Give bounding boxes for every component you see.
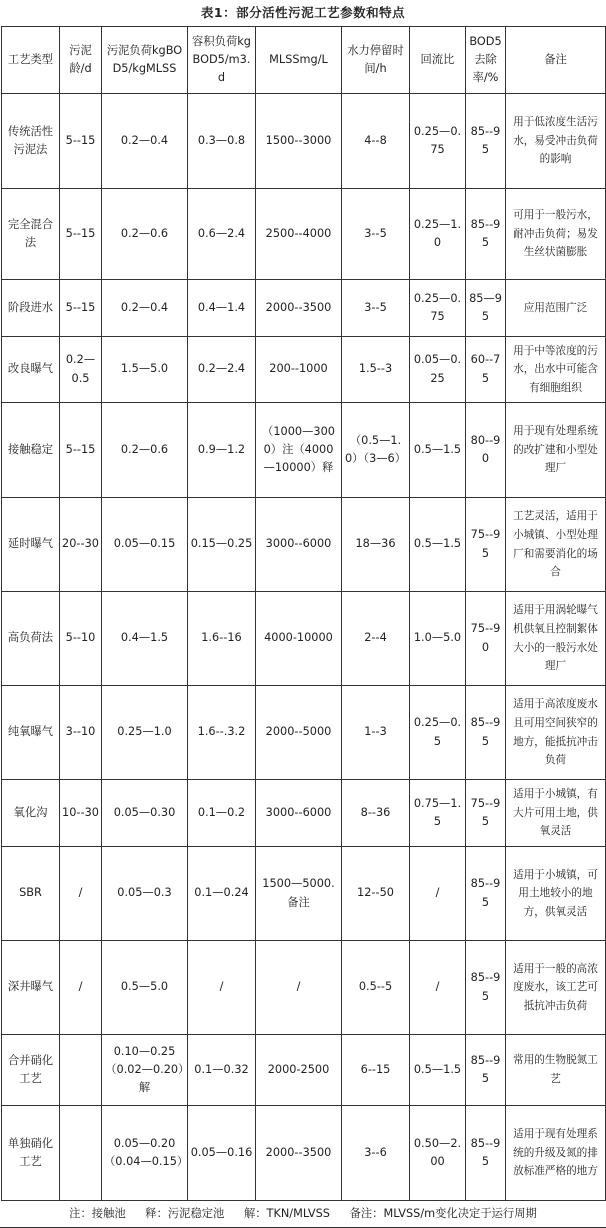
- table-row: [2, 1035, 606, 1106]
- cell-mlss: 3000--6000: [256, 498, 342, 592]
- cell-return-ratio: 0.5—1.5: [410, 403, 466, 498]
- cell-remarks: 工艺灵活，适用于小城镇、小型处理厂和需要消化的场合: [506, 498, 606, 592]
- cell-hrt: 3--6: [342, 1106, 410, 1201]
- cell-return-ratio: 0.5—1.5: [410, 1035, 466, 1106]
- cell-volume-load: 0.15—0.25: [188, 498, 256, 592]
- table-row: [2, 498, 606, 592]
- cell-remarks: 应用范围广泛: [506, 280, 606, 337]
- cell-remarks: 常用的生物脱氮工艺: [506, 1035, 606, 1106]
- cell-bod-removal: 85--95: [466, 189, 506, 280]
- header-bod-removal: BOD5去除率/%: [466, 27, 506, 94]
- cell-return-ratio: 0.25—0.75: [410, 94, 466, 189]
- cell-mlss: 2000--3500: [256, 280, 342, 337]
- header-volume-load: 容积负荷kgBOD5/m3.d: [188, 27, 256, 94]
- cell-remarks: 适用于现有处理系统的升级及氮的排放标准严格的地方: [506, 1106, 606, 1201]
- cell-remarks: 用于现有处理系统的改扩建和小型处理厂: [506, 403, 606, 498]
- cell-hrt: 1--3: [342, 686, 410, 780]
- cell-bod-removal: 75--95: [466, 498, 506, 592]
- header-mlss: MLSSmg/L: [256, 27, 342, 94]
- cell-sludge-age: /: [60, 941, 102, 1035]
- header-sludge-age: 污泥龄/d: [60, 27, 102, 94]
- table-row: [2, 337, 606, 403]
- cell-sludge-load: 0.25—1.0: [102, 686, 188, 780]
- cell-return-ratio: 0.25—1.0: [410, 189, 466, 280]
- cell-sludge-age: 5--15: [60, 189, 102, 280]
- table-row: [2, 592, 606, 686]
- cell-volume-load: 0.1—0.24: [188, 847, 256, 941]
- cell-sludge-age: [60, 1035, 102, 1106]
- cell-process-type: 延时曝气: [2, 498, 60, 592]
- cell-hrt: （0.5—1.0）（3—6）: [342, 403, 410, 498]
- cell-process-type: 高负荷法: [2, 592, 60, 686]
- cell-bod-removal: 75--90: [466, 592, 506, 686]
- parameters-table: [1, 26, 606, 1201]
- cell-volume-load: 0.1—0.2: [188, 780, 256, 847]
- cell-volume-load: 0.2—2.4: [188, 337, 256, 403]
- table-row: [2, 280, 606, 337]
- cell-volume-load: 0.3—0.8: [188, 94, 256, 189]
- header-row: [2, 27, 606, 94]
- table-row: [2, 847, 606, 941]
- cell-hrt: 1.5--3: [342, 337, 410, 403]
- cell-hrt: 8--36: [342, 780, 410, 847]
- cell-hrt: 3--5: [342, 280, 410, 337]
- table-row: [2, 403, 606, 498]
- footnote-contact-tank: 注：接触池: [69, 1207, 126, 1220]
- cell-sludge-age: 10--30: [60, 780, 102, 847]
- cell-bod-removal: 60--75: [466, 337, 506, 403]
- table-footnotes: [0, 1201, 606, 1228]
- cell-remarks: 用于低浓度生活污水，易受冲击负荷的影响: [506, 94, 606, 189]
- cell-sludge-load: 0.10—0.25（0.02—0.20）解: [102, 1035, 188, 1106]
- cell-remarks: 可用于一般污水，耐冲击负荷；易发生丝状菌膨胀: [506, 189, 606, 280]
- cell-volume-load: 0.05—0.16: [188, 1106, 256, 1201]
- table-row: [2, 1106, 606, 1201]
- header-hrt: 水力停留时间/h: [342, 27, 410, 94]
- footnote-tkn: 解：TKN/MLVSS: [243, 1207, 330, 1220]
- cell-remarks: 适用于小城镇，有大片可用土地，供氧灵活: [506, 780, 606, 847]
- cell-hrt: 0.5--5: [342, 941, 410, 1035]
- cell-remarks: 适用于小城镇，可用土地较小的地方，供氧灵活: [506, 847, 606, 941]
- cell-sludge-age: 0.2—0.5: [60, 337, 102, 403]
- cell-mlss: 1500--3000: [256, 94, 342, 189]
- cell-process-type: 改良曝气: [2, 337, 60, 403]
- footnote-mlvss: 备注：MLVSS/m变化决定于运行周期: [349, 1207, 537, 1220]
- cell-mlss: （1000—3000）注（4000—10000）释: [256, 403, 342, 498]
- cell-sludge-age: /: [60, 847, 102, 941]
- header-sludge-load: 污泥负荷kgBOD5/kgMLSS: [102, 27, 188, 94]
- cell-volume-load: 1.6--.3.2: [188, 686, 256, 780]
- cell-volume-load: 0.1—0.32: [188, 1035, 256, 1106]
- cell-sludge-age: [60, 1106, 102, 1201]
- cell-bod-removal: 80--90: [466, 403, 506, 498]
- header-return-ratio: 回流比: [410, 27, 466, 94]
- cell-sludge-age: 5--15: [60, 280, 102, 337]
- header-remarks: 备注: [506, 27, 606, 94]
- cell-mlss: 2000-2500: [256, 1035, 342, 1106]
- cell-mlss: 200--1000: [256, 337, 342, 403]
- header-process-type: 工艺类型: [2, 27, 60, 94]
- cell-sludge-age: 5--15: [60, 403, 102, 498]
- cell-process-type: 纯氧曝气: [2, 686, 60, 780]
- cell-process-type: 深井曝气: [2, 941, 60, 1035]
- cell-return-ratio: /: [410, 847, 466, 941]
- cell-remarks: 适用于一般的高浓度废水，该工艺可抵抗冲击负荷: [506, 941, 606, 1035]
- cell-sludge-load: 0.05—0.15: [102, 498, 188, 592]
- cell-bod-removal: 85--95: [466, 1035, 506, 1106]
- cell-volume-load: 0.6—2.4: [188, 189, 256, 280]
- cell-process-type: 单独硝化工艺: [2, 1106, 60, 1201]
- table-row: [2, 686, 606, 780]
- cell-bod-removal: 85--95: [466, 94, 506, 189]
- cell-bod-removal: 85--95: [466, 1106, 506, 1201]
- cell-sludge-age: 20--30: [60, 498, 102, 592]
- cell-sludge-age: 5--10: [60, 592, 102, 686]
- cell-remarks: 用于中等浓度的污水，出水中可能含有细胞组织: [506, 337, 606, 403]
- cell-sludge-age: 5--15: [60, 94, 102, 189]
- cell-return-ratio: 1.0—5.0: [410, 592, 466, 686]
- cell-hrt: 2--4: [342, 592, 410, 686]
- table-row: [2, 780, 606, 847]
- cell-remarks: 适用于高浓度废水且可用空间狭窄的地方，能抵抗冲击负荷: [506, 686, 606, 780]
- cell-mlss: 2500--4000: [256, 189, 342, 280]
- cell-sludge-load: 0.2—0.6: [102, 189, 188, 280]
- cell-return-ratio: 0.5—1.5: [410, 498, 466, 592]
- cell-bod-removal: 85--95: [466, 941, 506, 1035]
- cell-hrt: 3--5: [342, 189, 410, 280]
- cell-hrt: 6--15: [342, 1035, 410, 1106]
- cell-return-ratio: 0.25—0.75: [410, 280, 466, 337]
- cell-hrt: 4--8: [342, 94, 410, 189]
- table-row: [2, 941, 606, 1035]
- table-row: [2, 189, 606, 280]
- cell-hrt: 12--50: [342, 847, 410, 941]
- cell-sludge-load: 1.5—5.0: [102, 337, 188, 403]
- cell-process-type: 完全混合法: [2, 189, 60, 280]
- cell-sludge-load: 0.2—0.6: [102, 403, 188, 498]
- cell-return-ratio: 0.50—2.00: [410, 1106, 466, 1201]
- cell-mlss: /: [256, 941, 342, 1035]
- cell-hrt: 18—36: [342, 498, 410, 592]
- cell-process-type: 阶段进水: [2, 280, 60, 337]
- cell-volume-load: 0.9—1.2: [188, 403, 256, 498]
- cell-process-type: SBR: [2, 847, 60, 941]
- footnote-sludge-stabilization: 释：污泥稳定池: [145, 1207, 225, 1220]
- cell-mlss: 3000--6000: [256, 780, 342, 847]
- cell-sludge-load: 0.05—0.30: [102, 780, 188, 847]
- cell-bod-removal: 75--95: [466, 780, 506, 847]
- cell-process-type: 氧化沟: [2, 780, 60, 847]
- cell-sludge-load: 0.05—0.20（0.04—0.15）: [102, 1106, 188, 1201]
- cell-sludge-age: 3--10: [60, 686, 102, 780]
- cell-return-ratio: /: [410, 941, 466, 1035]
- cell-volume-load: /: [188, 941, 256, 1035]
- table-row: [2, 94, 606, 189]
- cell-bod-removal: 85--95: [466, 847, 506, 941]
- cell-sludge-load: 0.05—0.3: [102, 847, 188, 941]
- cell-mlss: 2000--3500: [256, 1106, 342, 1201]
- cell-remarks: 适用于用涡轮曝气机供氧且控制絮体大小的一般污水处理厂: [506, 592, 606, 686]
- cell-process-type: 合并硝化工艺: [2, 1035, 60, 1106]
- cell-mlss: 4000-10000: [256, 592, 342, 686]
- cell-sludge-load: 0.2—0.4: [102, 280, 188, 337]
- cell-sludge-load: 0.5—5.0: [102, 941, 188, 1035]
- cell-volume-load: 1.6--16: [188, 592, 256, 686]
- cell-mlss: 2000--5000: [256, 686, 342, 780]
- cell-return-ratio: 0.75—1.5: [410, 780, 466, 847]
- cell-return-ratio: 0.05—0.25: [410, 337, 466, 403]
- cell-bod-removal: 85--95: [466, 686, 506, 780]
- cell-sludge-load: 0.4—1.5: [102, 592, 188, 686]
- cell-volume-load: 0.4—1.4: [188, 280, 256, 337]
- cell-sludge-load: 0.2—0.4: [102, 94, 188, 189]
- cell-process-type: 传统活性污泥法: [2, 94, 60, 189]
- table-title: 表1：部分活性污泥工艺参数和特点: [200, 5, 406, 20]
- cell-process-type: 接触稳定: [2, 403, 60, 498]
- cell-bod-removal: 85—95: [466, 280, 506, 337]
- cell-mlss: 1500—5000.备注: [256, 847, 342, 941]
- cell-return-ratio: 0.25—0.5: [410, 686, 466, 780]
